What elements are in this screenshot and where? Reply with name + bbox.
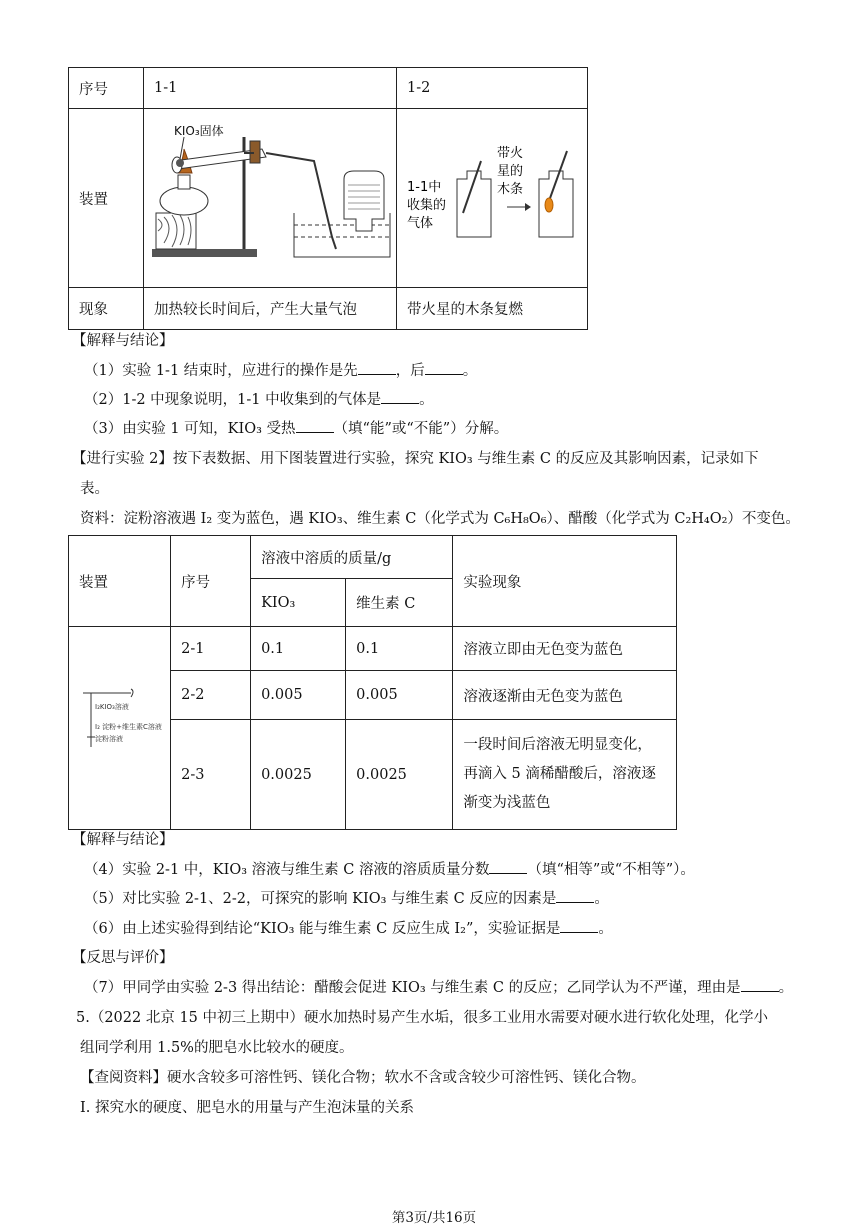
- table-row-2-2-phenomenon: 溶液逐渐由无色变为蓝色: [453, 671, 677, 720]
- table-row-2-3-no: 2-3: [171, 720, 251, 830]
- question-1-blank-2[interactable]: [425, 360, 463, 375]
- table2-header-apparatus: 装置: [69, 536, 171, 627]
- table1-header-no: 序号: [69, 68, 144, 109]
- question-2-text-a: （2）1-2 中现象说明，1-1 中收集到的气体是: [84, 392, 382, 408]
- table-row-2-3-kio3: 0.0025: [251, 720, 346, 830]
- question-3-text-a: （3）由实验 1 可知，KIO₃ 受热: [84, 421, 296, 437]
- heating-apparatus-drawing: [144, 109, 396, 283]
- table2-header-phenomenon: 实验现象: [453, 536, 677, 627]
- experiment-1-table: [68, 67, 588, 330]
- problem-5-line2: 组同学利用 1.5%的肥皂水比较水的硬度。: [80, 1040, 354, 1056]
- question-7-text-a: （7）甲同学由实验 2-3 得出结论：醋酸会促进 KIO₃ 与维生素 C 的反应；乙同学认为不严谨，理由是: [84, 980, 741, 996]
- table-row-2-3-phenomenon-line3: 渐变为浅蓝色: [463, 795, 551, 812]
- experiment-2-intro-line2: 表。: [80, 481, 109, 497]
- question-4-blank[interactable]: [489, 859, 527, 874]
- reagent-label-bottom: 淀粉溶液: [95, 735, 123, 743]
- table1-phenomenon-2: 带火星的木条复燃: [397, 288, 588, 330]
- splint-label-line2: 星的: [497, 164, 524, 179]
- question-6-text-b: 。: [598, 921, 613, 937]
- question-3-text-b: （填“能”或“不能”）分解。: [333, 421, 509, 437]
- question-1: [84, 359, 477, 380]
- experiment-2-intro-line1: 【进行实验 2】按下表数据、用下图装置进行实验，探究 KIO₃ 与维生素 C 的反应及其影响因素，记录如下: [72, 451, 759, 467]
- question-4: [84, 858, 695, 879]
- page-footer: 第3页/共16页: [391, 1210, 477, 1226]
- table2-header-vitamin-c: 维生素 C: [346, 579, 453, 627]
- problem-5-part-1: I. 探究水的硬度、肥皂水的用量与产生泡沫量的关系: [80, 1100, 414, 1116]
- table-row-2-2-vc: 0.005: [346, 671, 453, 720]
- table-row-2-3-phenomenon: [453, 720, 677, 830]
- table2-header-kio3: KIO₃: [251, 579, 346, 627]
- section2-heading: 【解释与结论】: [72, 832, 174, 848]
- question-4-text-b: （填“相等”或“不相等”）。: [527, 862, 695, 878]
- table2-header-mass: 溶液中溶质的质量/g: [251, 536, 453, 579]
- table-row-2-1-kio3: 0.1: [251, 627, 346, 671]
- question-2-text-b: 。: [419, 392, 434, 408]
- reagent-label-top: I₂KIO₃溶液: [95, 703, 129, 711]
- question-6-blank[interactable]: [560, 918, 598, 933]
- question-6: [84, 917, 613, 938]
- splint-test-drawing: [397, 109, 587, 283]
- question-3: [84, 417, 508, 438]
- question-5: [84, 887, 609, 908]
- reference-material: 资料：淀粉溶液遇 I₂ 变为蓝色，遇 KIO₃、维生素 C（化学式为 C₆H₈O₆）、醋酸（化学式为 C₂H₄O₂）不变色。: [80, 511, 800, 527]
- heating-apparatus-figure: [144, 109, 397, 288]
- table1-header-col1: 1-1: [144, 68, 397, 109]
- table1-phenomenon-label: 现象: [69, 288, 144, 330]
- table1-phenomenon-1: 加热较长时间后，产生大量气泡: [144, 288, 397, 330]
- table-row-2-1-vc: 0.1: [346, 627, 453, 671]
- splint-label-line1: 带火: [497, 146, 524, 161]
- table-row-2-1-phenomenon: 溶液立即由无色变为蓝色: [453, 627, 677, 671]
- collected-gas-label-line2: 收集的: [407, 198, 447, 213]
- question-1-text-a: （1）实验 1-1 结束时，应进行的操作是先: [84, 363, 358, 379]
- question-5-blank[interactable]: [556, 888, 594, 903]
- titration-apparatus-drawing: [69, 627, 169, 825]
- question-7-text-b: 。: [778, 980, 794, 996]
- section3-heading: 【反思与评价】: [72, 950, 174, 966]
- table1-header-col2: 1-2: [397, 68, 588, 109]
- question-1-text-b: ，后: [395, 363, 425, 379]
- splint-test-figure: [397, 109, 588, 288]
- experiment-2-table: [68, 535, 677, 830]
- collected-gas-label-line1: 1-1中: [407, 180, 442, 195]
- problem-5-reference: 【查阅资料】硬水含较多可溶性钙、镁化合物；软水不含或含较少可溶性钙、镁化合物。: [80, 1070, 646, 1086]
- titration-apparatus-figure: [69, 627, 171, 830]
- question-3-blank[interactable]: [296, 418, 334, 433]
- section1-heading: 【解释与结论】: [72, 333, 174, 349]
- question-5-text-a: （5）对比实验 2-1、2-2，可探究的影响 KIO₃ 与维生素 C 反应的因素是: [84, 891, 557, 907]
- table-row-2-2-kio3: 0.005: [251, 671, 346, 720]
- table1-apparatus-label: 装置: [69, 109, 144, 288]
- table-row-2-2-no: 2-2: [171, 671, 251, 720]
- kio3-solid-label: KIO₃固体: [174, 124, 224, 138]
- question-4-text-a: （4）实验 2-1 中，KIO₃ 溶液与维生素 C 溶液的溶质质量分数: [84, 862, 490, 878]
- table-row-2-3-phenomenon-line1: 一段时间后溶液无明显变化，: [463, 737, 652, 754]
- question-1-text-c: 。: [462, 363, 478, 379]
- table-row-2-1-no: 2-1: [171, 627, 251, 671]
- question-1-blank-1[interactable]: [358, 360, 396, 375]
- reagent-label-mid: I₂ 淀粉+维生素C溶液: [95, 723, 162, 731]
- problem-5-line1: 5.（2022 北京 15 中初三上期中）硬水加热时易产生水垢，很多工业用水需要对硬水进行软化处理，化学小: [76, 1010, 769, 1026]
- table-row-2-3-phenomenon-line2: 再滴入 5 滴稀醋酸后，溶液逐: [463, 766, 656, 783]
- question-5-text-b: 。: [594, 891, 609, 907]
- splint-label-line3: 木条: [497, 182, 524, 197]
- table-row-2-3-vc: 0.0025: [346, 720, 453, 830]
- question-2: [84, 388, 434, 409]
- question-7: [84, 976, 793, 997]
- table2-header-no: 序号: [171, 536, 251, 627]
- collected-gas-label-line3: 气体: [407, 216, 434, 231]
- question-7-blank[interactable]: [741, 977, 779, 992]
- question-6-text-a: （6）由上述实验得到结论“KIO₃ 能与维生素 C 反应生成 I₂”，实验证据是: [84, 921, 561, 937]
- question-2-blank[interactable]: [381, 389, 419, 404]
